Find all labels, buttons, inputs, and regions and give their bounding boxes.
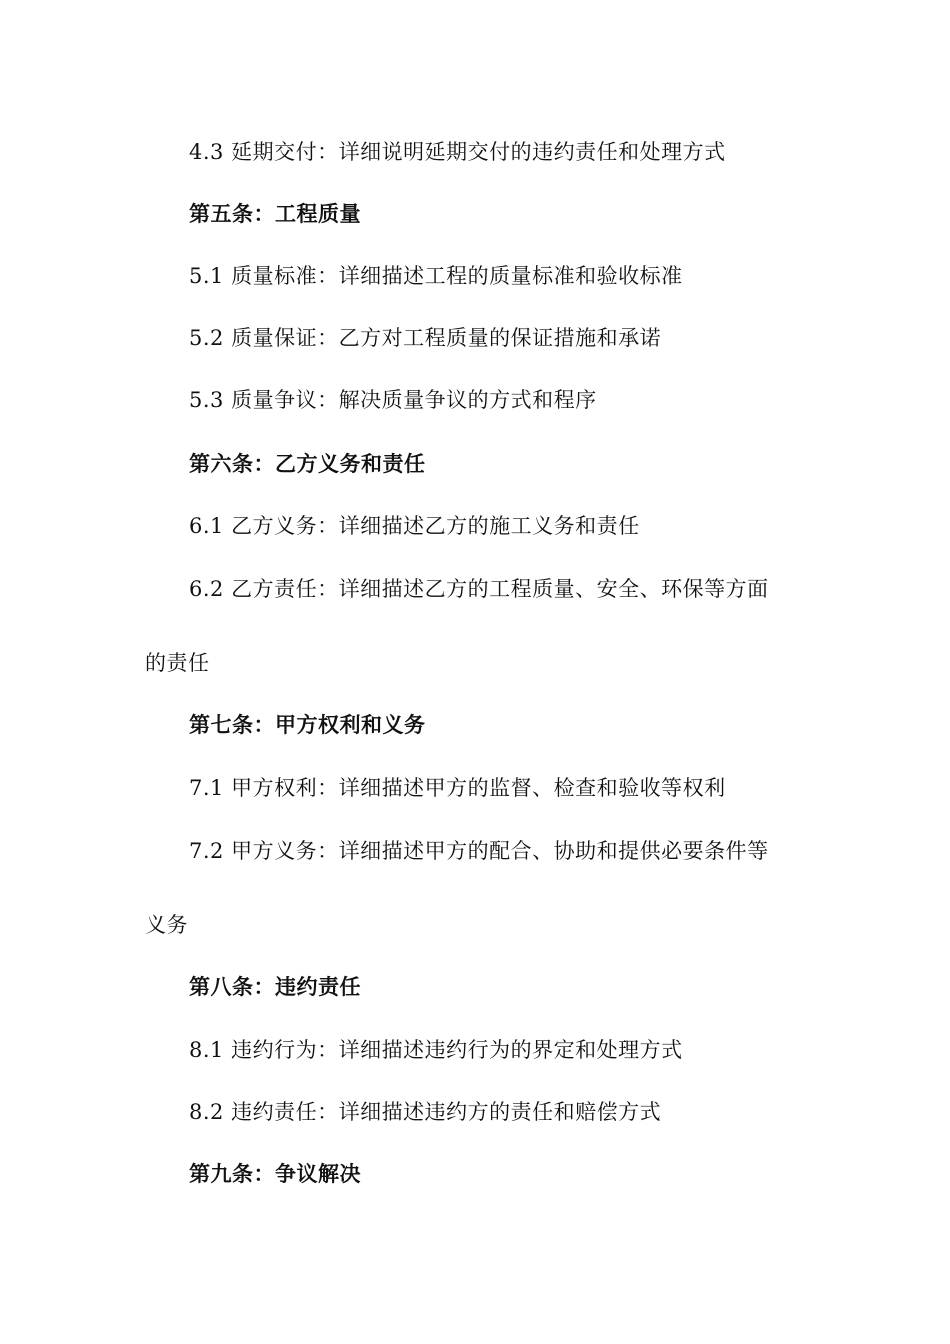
article-5-heading: 第五条：工程质量 [189, 202, 361, 226]
clause-6-2: 6.2 乙方责任：详细描述乙方的工程质量、安全、环保等方面 [189, 577, 769, 601]
clause-5-1: 5.1 质量标准：详细描述工程的质量标准和验收标准 [189, 264, 683, 288]
clause-5-3: 5.3 质量争议：解决质量争议的方式和程序 [189, 388, 597, 412]
clause-7-1: 7.1 甲方权利：详细描述甲方的监督、检查和验收等权利 [189, 776, 726, 800]
clause-8-2: 8.2 违约责任：详细描述违约方的责任和赔偿方式 [189, 1100, 662, 1124]
clause-7-2-continued: 义务 [145, 913, 188, 937]
clause-6-1: 6.1 乙方义务：详细描述乙方的施工义务和责任 [189, 514, 640, 538]
clause-8-1: 8.1 违约行为：详细描述违约行为的界定和处理方式 [189, 1038, 683, 1062]
clause-4-3: 4.3 延期交付：详细说明延期交付的违约责任和处理方式 [189, 140, 726, 164]
article-8-heading: 第八条：违约责任 [189, 975, 361, 999]
clause-5-2: 5.2 质量保证：乙方对工程质量的保证措施和承诺 [189, 326, 662, 350]
clause-6-2-continued: 的责任 [145, 651, 210, 675]
article-9-heading: 第九条：争议解决 [189, 1162, 361, 1186]
clause-7-2: 7.2 甲方义务：详细描述甲方的配合、协助和提供必要条件等 [189, 839, 769, 863]
article-7-heading: 第七条：甲方权利和义务 [189, 713, 426, 737]
article-6-heading: 第六条：乙方义务和责任 [189, 452, 426, 476]
